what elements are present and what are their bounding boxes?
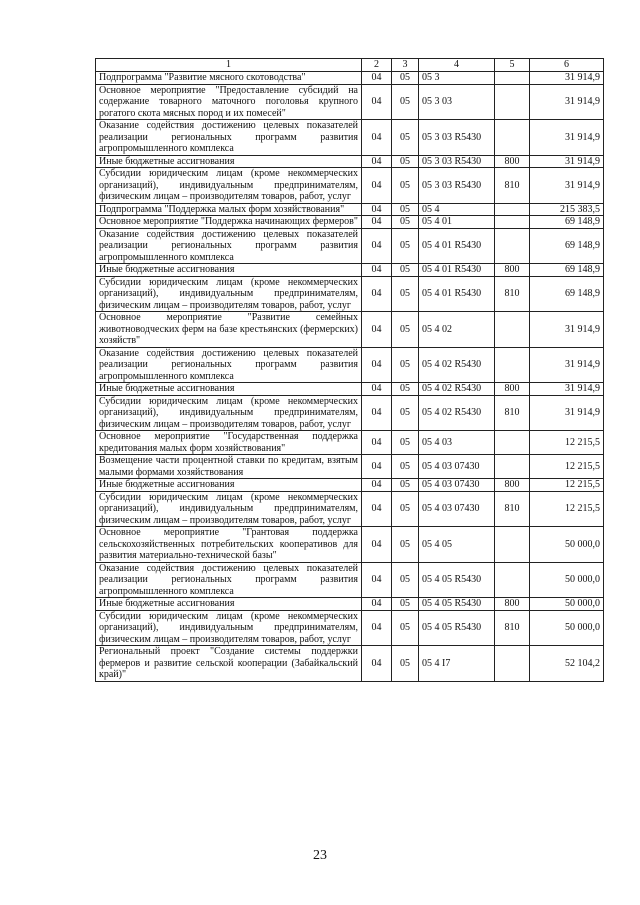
- row-amount-cell: 50 000,0: [530, 527, 604, 563]
- row-subsection-cell: 05: [392, 120, 419, 156]
- row-subsection-cell: 05: [392, 155, 419, 168]
- column-header-3: 3: [392, 59, 419, 72]
- row-target-article-cell: 05 3: [419, 72, 495, 85]
- row-target-article-cell: 05 4 01 R5430: [419, 276, 495, 312]
- table-row: [96, 598, 604, 611]
- row-subsection-cell: 05: [392, 228, 419, 264]
- budget-table: [95, 58, 604, 682]
- table-row: [96, 491, 604, 527]
- row-amount-cell: 69 148,9: [530, 264, 604, 277]
- row-target-article-cell: 05 4 02: [419, 312, 495, 348]
- row-name-cell: Иные бюджетные ассигнования: [96, 479, 362, 492]
- row-section-cell: 04: [362, 598, 392, 611]
- row-amount-cell: 69 148,9: [530, 216, 604, 229]
- row-name-cell: Оказание содействия достижению целевых показателей реализации региональных программ развития агропромышленного комплекса: [96, 562, 362, 598]
- table-row: [96, 216, 604, 229]
- row-expense-type-cell: 810: [495, 395, 530, 431]
- row-subsection-cell: 05: [392, 203, 419, 216]
- row-amount-cell: 50 000,0: [530, 562, 604, 598]
- table-row: [96, 479, 604, 492]
- row-amount-cell: 50 000,0: [530, 598, 604, 611]
- row-expense-type-cell: [495, 312, 530, 348]
- row-section-cell: 04: [362, 228, 392, 264]
- row-subsection-cell: 05: [392, 168, 419, 204]
- row-target-article-cell: 05 4 02 R5430: [419, 383, 495, 396]
- row-section-cell: 04: [362, 264, 392, 277]
- table-row: [96, 383, 604, 396]
- row-expense-type-cell: [495, 646, 530, 682]
- row-target-article-cell: 05 4 03: [419, 431, 495, 455]
- row-amount-cell: 12 215,5: [530, 491, 604, 527]
- table-row: [96, 646, 604, 682]
- row-section-cell: 04: [362, 120, 392, 156]
- row-subsection-cell: 05: [392, 395, 419, 431]
- row-section-cell: 04: [362, 610, 392, 646]
- table-row: [96, 562, 604, 598]
- row-amount-cell: 31 914,9: [530, 347, 604, 383]
- row-name-cell: Региональный проект "Создание системы поддержки фермеров и развитие сельской кооперации (Забайкальский край)": [96, 646, 362, 682]
- row-section-cell: 04: [362, 276, 392, 312]
- row-name-cell: Основное мероприятие "Предоставление субсидий на содержание товарного маточного поголовья крупного рогатого скота мясных пород и их помесей": [96, 84, 362, 120]
- row-expense-type-cell: [495, 72, 530, 85]
- row-section-cell: 04: [362, 527, 392, 563]
- row-subsection-cell: 05: [392, 84, 419, 120]
- row-section-cell: 04: [362, 383, 392, 396]
- row-name-cell: Иные бюджетные ассигнования: [96, 598, 362, 611]
- column-header-5: 5: [495, 59, 530, 72]
- row-target-article-cell: 05 4 03 07430: [419, 479, 495, 492]
- row-amount-cell: 31 914,9: [530, 395, 604, 431]
- row-amount-cell: 31 914,9: [530, 383, 604, 396]
- row-subsection-cell: 05: [392, 562, 419, 598]
- row-target-article-cell: 05 4 I7: [419, 646, 495, 682]
- table-row: [96, 312, 604, 348]
- row-name-cell: Подпрограмма "Развитие мясного скотоводства": [96, 72, 362, 85]
- row-expense-type-cell: 800: [495, 155, 530, 168]
- row-expense-type-cell: [495, 527, 530, 563]
- table-row: [96, 155, 604, 168]
- row-amount-cell: 31 914,9: [530, 168, 604, 204]
- row-section-cell: 04: [362, 395, 392, 431]
- page-number: 23: [313, 848, 327, 863]
- row-name-cell: Основное мероприятие "Государственная поддержка кредитования малых форм хозяйствования": [96, 431, 362, 455]
- row-section-cell: 04: [362, 312, 392, 348]
- row-name-cell: Основное мероприятие "Поддержка начинающих фермеров": [96, 216, 362, 229]
- row-section-cell: 04: [362, 155, 392, 168]
- row-section-cell: 04: [362, 84, 392, 120]
- row-name-cell: Субсидии юридическим лицам (кроме некоммерческих организаций), индивидуальным предпринимателям, физическим лицам – производителям товаров, работ, услуг: [96, 610, 362, 646]
- table-row: [96, 431, 604, 455]
- row-target-article-cell: 05 4 05 R5430: [419, 610, 495, 646]
- row-target-article-cell: 05 4 05 R5430: [419, 562, 495, 598]
- table-row: [96, 610, 604, 646]
- table-row: [96, 395, 604, 431]
- row-amount-cell: 52 104,2: [530, 646, 604, 682]
- row-section-cell: 04: [362, 562, 392, 598]
- row-section-cell: 04: [362, 646, 392, 682]
- row-name-cell: Оказание содействия достижению целевых показателей реализации региональных программ развития агропромышленного комплекса: [96, 120, 362, 156]
- table-row: [96, 168, 604, 204]
- row-amount-cell: 31 914,9: [530, 84, 604, 120]
- table-row: [96, 347, 604, 383]
- row-subsection-cell: 05: [392, 479, 419, 492]
- row-target-article-cell: 05 4 02 R5430: [419, 395, 495, 431]
- row-subsection-cell: 05: [392, 610, 419, 646]
- row-target-article-cell: 05 4 01: [419, 216, 495, 229]
- table-row: [96, 264, 604, 277]
- column-header-4: 4: [419, 59, 495, 72]
- row-name-cell: Иные бюджетные ассигнования: [96, 155, 362, 168]
- row-expense-type-cell: [495, 203, 530, 216]
- row-amount-cell: 12 215,5: [530, 431, 604, 455]
- row-section-cell: 04: [362, 216, 392, 229]
- row-target-article-cell: 05 4 01 R5430: [419, 264, 495, 277]
- table-row: [96, 203, 604, 216]
- row-name-cell: Субсидии юридическим лицам (кроме некоммерческих организаций), индивидуальным предпринимателям, физическим лицам – производителям товаров, работ, услуг: [96, 276, 362, 312]
- row-expense-type-cell: [495, 431, 530, 455]
- row-expense-type-cell: 810: [495, 491, 530, 527]
- row-name-cell: Возмещение части процентной ставки по кредитам, взятым малыми формами хозяйствования: [96, 455, 362, 479]
- row-subsection-cell: 05: [392, 431, 419, 455]
- row-name-cell: Иные бюджетные ассигнования: [96, 383, 362, 396]
- row-subsection-cell: 05: [392, 383, 419, 396]
- row-expense-type-cell: [495, 120, 530, 156]
- row-target-article-cell: 05 4 05 R5430: [419, 598, 495, 611]
- column-header-6: 6: [530, 59, 604, 72]
- row-amount-cell: 12 215,5: [530, 479, 604, 492]
- row-name-cell: Субсидии юридическим лицам (кроме некоммерческих организаций), индивидуальным предпринимателям, физическим лицам – производителям товаров, работ, услуг: [96, 395, 362, 431]
- column-header-2: 2: [362, 59, 392, 72]
- row-amount-cell: 31 914,9: [530, 155, 604, 168]
- table-body: [96, 72, 604, 682]
- row-target-article-cell: 05 3 03 R5430: [419, 168, 495, 204]
- row-target-article-cell: 05 3 03: [419, 84, 495, 120]
- row-name-cell: Субсидии юридическим лицам (кроме некоммерческих организаций), индивидуальным предпринимателям, физическим лицам – производителям товаров, работ, услуг: [96, 168, 362, 204]
- row-section-cell: 04: [362, 479, 392, 492]
- row-expense-type-cell: [495, 455, 530, 479]
- row-expense-type-cell: [495, 347, 530, 383]
- row-target-article-cell: 05 4 01 R5430: [419, 228, 495, 264]
- table-row: [96, 84, 604, 120]
- row-section-cell: 04: [362, 431, 392, 455]
- row-subsection-cell: 05: [392, 276, 419, 312]
- row-subsection-cell: 05: [392, 347, 419, 383]
- row-amount-cell: 31 914,9: [530, 312, 604, 348]
- table-header-row: [96, 59, 604, 72]
- row-subsection-cell: 05: [392, 264, 419, 277]
- row-name-cell: Основное мероприятие "Развитие семейных животноводческих ферм на базе крестьянских (фермерских) хозяйств": [96, 312, 362, 348]
- row-expense-type-cell: 800: [495, 598, 530, 611]
- row-expense-type-cell: [495, 216, 530, 229]
- column-header-1: 1: [96, 59, 362, 72]
- row-subsection-cell: 05: [392, 455, 419, 479]
- row-target-article-cell: 05 4 03 07430: [419, 491, 495, 527]
- row-target-article-cell: 05 3 03 R5430: [419, 155, 495, 168]
- row-expense-type-cell: 810: [495, 276, 530, 312]
- row-amount-cell: 69 148,9: [530, 228, 604, 264]
- row-expense-type-cell: 800: [495, 383, 530, 396]
- row-expense-type-cell: 810: [495, 610, 530, 646]
- row-expense-type-cell: [495, 228, 530, 264]
- row-amount-cell: 69 148,9: [530, 276, 604, 312]
- row-expense-type-cell: [495, 562, 530, 598]
- row-section-cell: 04: [362, 491, 392, 527]
- row-target-article-cell: 05 4 05: [419, 527, 495, 563]
- table-row: [96, 527, 604, 563]
- row-subsection-cell: 05: [392, 646, 419, 682]
- row-section-cell: 04: [362, 72, 392, 85]
- row-target-article-cell: 05 4 03 07430: [419, 455, 495, 479]
- row-subsection-cell: 05: [392, 491, 419, 527]
- row-name-cell: Оказание содействия достижению целевых показателей реализации региональных программ развития агропромышленного комплекса: [96, 347, 362, 383]
- row-section-cell: 04: [362, 347, 392, 383]
- row-target-article-cell: 05 4: [419, 203, 495, 216]
- row-target-article-cell: 05 3 03 R5430: [419, 120, 495, 156]
- row-name-cell: Субсидии юридическим лицам (кроме некоммерческих организаций), индивидуальным предпринимателям, физическим лицам – производителям товаров, работ, услуг: [96, 491, 362, 527]
- row-subsection-cell: 05: [392, 72, 419, 85]
- row-name-cell: Оказание содействия достижению целевых показателей реализации региональных программ развития агропромышленного комплекса: [96, 228, 362, 264]
- row-expense-type-cell: 810: [495, 168, 530, 204]
- row-amount-cell: 31 914,9: [530, 72, 604, 85]
- row-amount-cell: 12 215,5: [530, 455, 604, 479]
- row-subsection-cell: 05: [392, 598, 419, 611]
- table-row: [96, 72, 604, 85]
- row-expense-type-cell: [495, 84, 530, 120]
- row-amount-cell: 31 914,9: [530, 120, 604, 156]
- row-section-cell: 04: [362, 168, 392, 204]
- row-section-cell: 04: [362, 203, 392, 216]
- table-row: [96, 276, 604, 312]
- row-subsection-cell: 05: [392, 216, 419, 229]
- row-expense-type-cell: 800: [495, 479, 530, 492]
- table-row: [96, 455, 604, 479]
- row-name-cell: Подпрограмма "Поддержка малых форм хозяйствования": [96, 203, 362, 216]
- row-amount-cell: 215 383,5: [530, 203, 604, 216]
- row-subsection-cell: 05: [392, 312, 419, 348]
- row-name-cell: Основное мероприятие "Грантовая поддержка сельскохозяйственных потребительских кооперативов для развития материально-технической базы": [96, 527, 362, 563]
- table-row: [96, 228, 604, 264]
- row-section-cell: 04: [362, 455, 392, 479]
- row-expense-type-cell: 800: [495, 264, 530, 277]
- row-target-article-cell: 05 4 02 R5430: [419, 347, 495, 383]
- table-row: [96, 120, 604, 156]
- row-name-cell: Иные бюджетные ассигнования: [96, 264, 362, 277]
- row-amount-cell: 50 000,0: [530, 610, 604, 646]
- row-subsection-cell: 05: [392, 527, 419, 563]
